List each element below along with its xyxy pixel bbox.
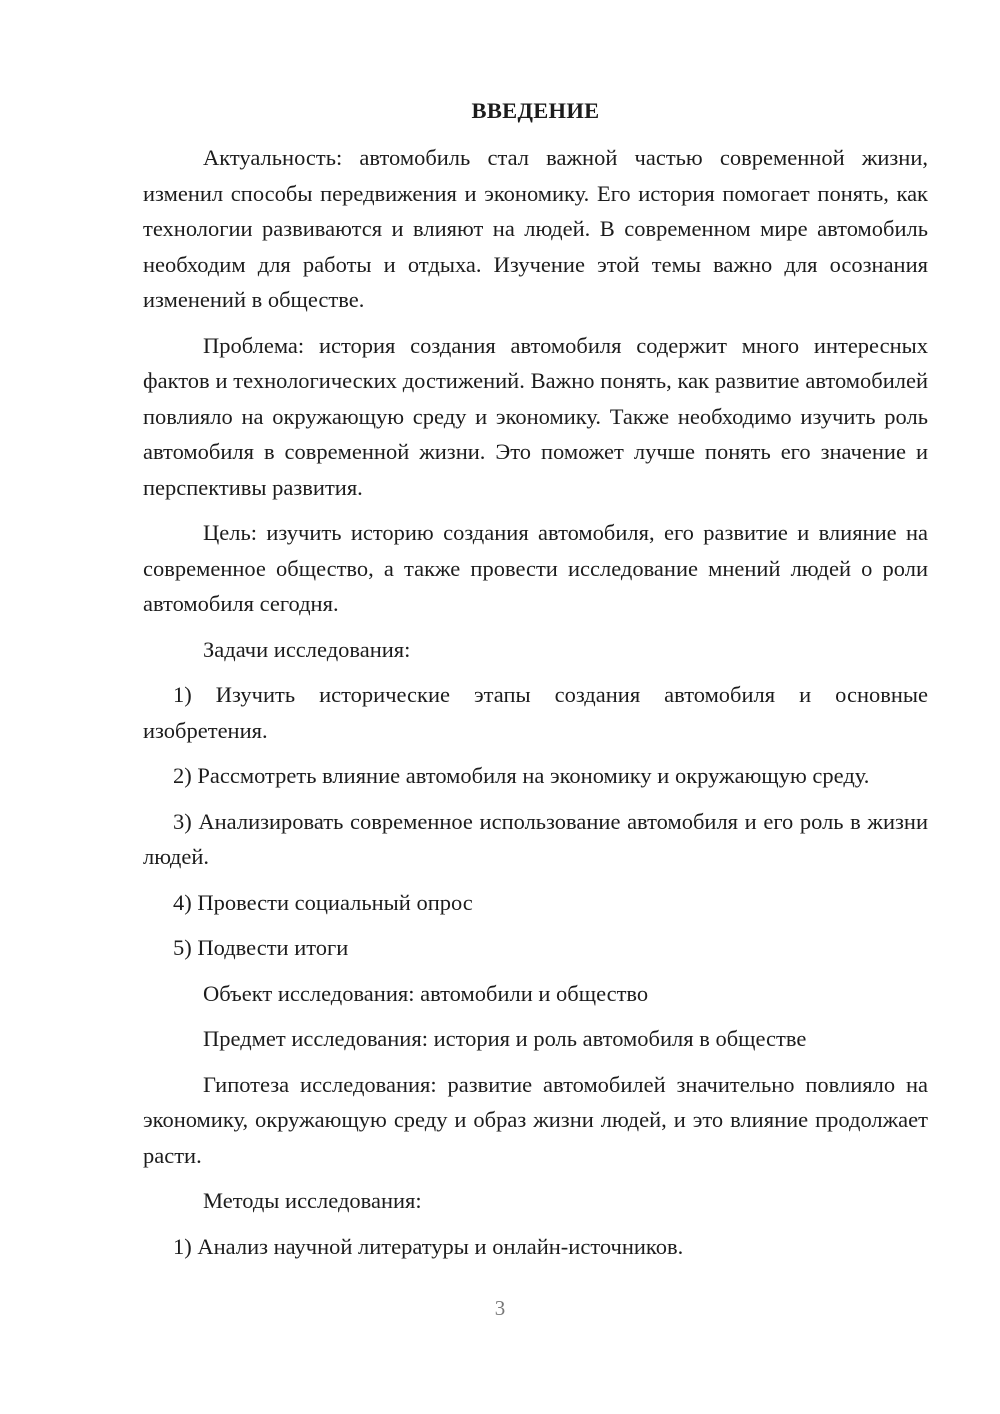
object-paragraph: Объект исследования: автомобили и общество <box>203 980 649 1006</box>
task-item-3: 3) Анализировать современное использование автомобиля и его роль в жизни людей. <box>143 808 928 869</box>
document-page <box>143 92 928 1274</box>
relevance-paragraph: Актуальность: автомобиль стал важной частью современной жизни, изменил способы передвижения и экономику. Его история помогает понять, как технологии развиваются и влияют на людей. В современном мире автомобиль необходим для работы и отдыха. Изучение этой темы важно для осознания изменений в обществе. <box>143 145 928 312</box>
goal-paragraph: Цель: изучить историю создания автомобиля, его развитие и влияние на современное общество, а также провести исследование мнений людей о роли автомобиля сегодня. <box>143 520 928 616</box>
task-item-5: 5) Подвести итоги <box>173 935 349 960</box>
section-title: ВВЕДЕНИЕ <box>471 98 600 123</box>
task-item-2: 2) Рассмотреть влияние автомобиля на экономику и окружающую среду. <box>173 763 870 788</box>
hypothesis-paragraph: Гипотеза исследования: развитие автомобилей значительно повлияло на экономику, окружающую среду и образ жизни людей, и это влияние продолжает расти. <box>143 1071 928 1168</box>
subject-paragraph: Предмет исследования: история и роль автомобиля в обществе <box>203 1026 807 1051</box>
methods-heading: Методы исследования: <box>203 1188 422 1213</box>
tasks-heading: Задачи исследования: <box>203 636 411 662</box>
problem-paragraph: Проблема: история создания автомобиля содержит много интересных фактов и технологических достижений. Важно понять, как развитие автомобилей повлияло на окружающую среду и экономику. Также необходимо изучить роль автомобиля в современной жизни. Это поможет лучше понять его значение и перспективы развития. <box>143 332 928 500</box>
task-item-1: 1) Изучить исторические этапы создания автомобиля и основные изобретения. <box>143 682 928 743</box>
method-item-1: 1) Анализ научной литературы и онлайн-источников. <box>173 1233 684 1259</box>
page-number: 3 <box>494 1296 506 1320</box>
task-item-4: 4) Провести социальный опрос <box>173 889 473 915</box>
